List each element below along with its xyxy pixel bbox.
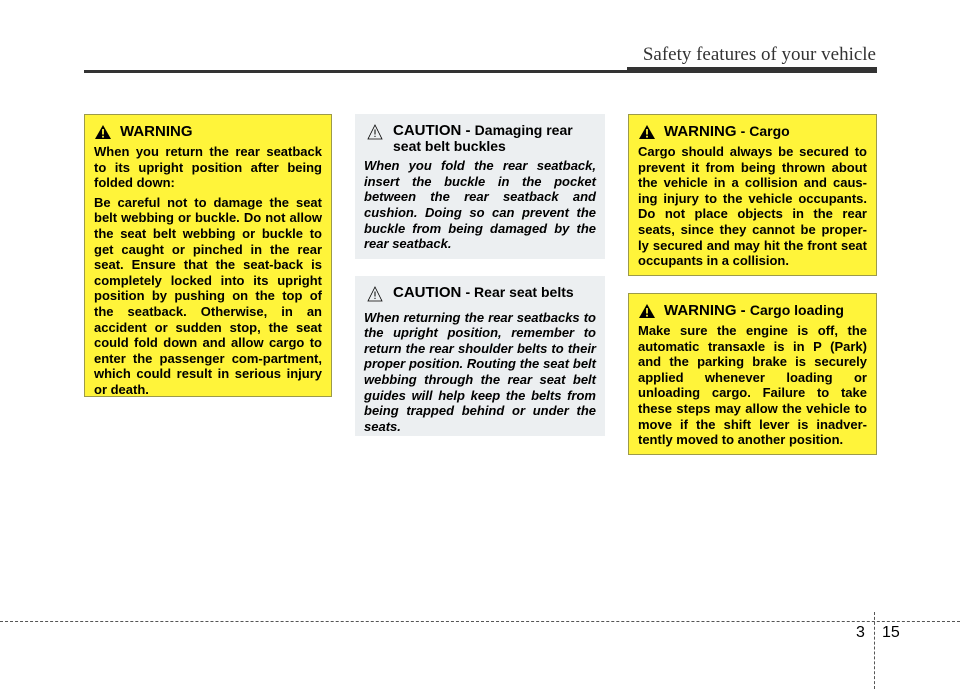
caution-title: CAUTION - xyxy=(393,122,475,139)
warning-text: Make sure the engine is off, the automatic transaxle is in P (Park) and the parking brake is securely applied whenever loading or unloading cargo. Failure to take these steps may allow the vehicle to move if the shift lever is inadver-tently moved to another position. xyxy=(638,323,867,448)
caution-subtitle: - Rear seat belts xyxy=(465,284,574,300)
warning-box-cargo-loading xyxy=(628,293,877,455)
footer-rule xyxy=(0,621,960,622)
warning-title: WARNING - xyxy=(664,302,750,320)
caution-box-rear-belts xyxy=(355,276,605,436)
caution-subtitle: Damaging rear seat belt buckles xyxy=(393,122,573,154)
warning-box-seatback xyxy=(84,114,332,397)
warning-title-row xyxy=(94,124,322,140)
warning-triangle-icon xyxy=(638,124,656,140)
caution-triangle-icon xyxy=(367,286,383,306)
footer-divider xyxy=(874,612,875,689)
header-rule xyxy=(84,70,877,73)
warning-title-row xyxy=(638,124,867,140)
page-number: 15 xyxy=(882,624,900,641)
warning-box-cargo xyxy=(628,114,877,276)
warning-title: WARNING xyxy=(120,123,193,141)
warning-title-row xyxy=(638,303,867,319)
caution-title-row xyxy=(364,123,596,154)
caution-title-row xyxy=(364,285,596,306)
warning-triangle-icon xyxy=(638,303,656,319)
warning-subtitle: Cargo loading xyxy=(749,302,844,319)
section-number: 3 xyxy=(856,624,865,641)
warning-triangle-icon xyxy=(94,124,112,140)
warning-text-body: Be careful not to damage the seat belt webbing or buckle. Do not allow the seat belt webbing or buckle to get caught or pinched in the rear seat. Ensure that the seat-back is completely locked into its upright position by pushing on the top of the seatback. Otherwise, in an accident or sudden stop, the seat could fold down and allow cargo to enter the passenger com-partment, which could result in serious injury or death. xyxy=(94,194,322,397)
warning-subtitle: - Cargo xyxy=(740,123,790,140)
caution-title: CAUTION xyxy=(393,284,466,301)
header-title: Safety features of your vehicle xyxy=(642,44,876,65)
caution-text: When you fold the rear seatback, insert the buckle in the pocket between the rear seatback and cushion. Doing so can prevent the buckle from being damaged by the rear seatback. xyxy=(364,158,596,252)
warning-text: Cargo should always be secured to prevent it from being thrown about the vehicle in a collision and caus-ing injury to the vehicle occupants. Do not place objects in the rear seats, since they cannot be proper-ly secured and may hit the front seat occupants in a collision. xyxy=(638,144,867,269)
caution-text: When returning the rear seatbacks to the upright position, remember to return the rear shoulder belts to their proper position. Routing the seat belt webbing through the rear seat belt guides will help keep the belts from being trapped behind or under the seats. xyxy=(364,309,596,434)
caution-triangle-icon xyxy=(367,124,383,144)
warning-title: WARNING xyxy=(664,123,741,141)
warning-text-intro: When you return the rear seatback to its upright position after being folded down: xyxy=(94,144,322,191)
caution-box-buckles xyxy=(355,114,605,259)
